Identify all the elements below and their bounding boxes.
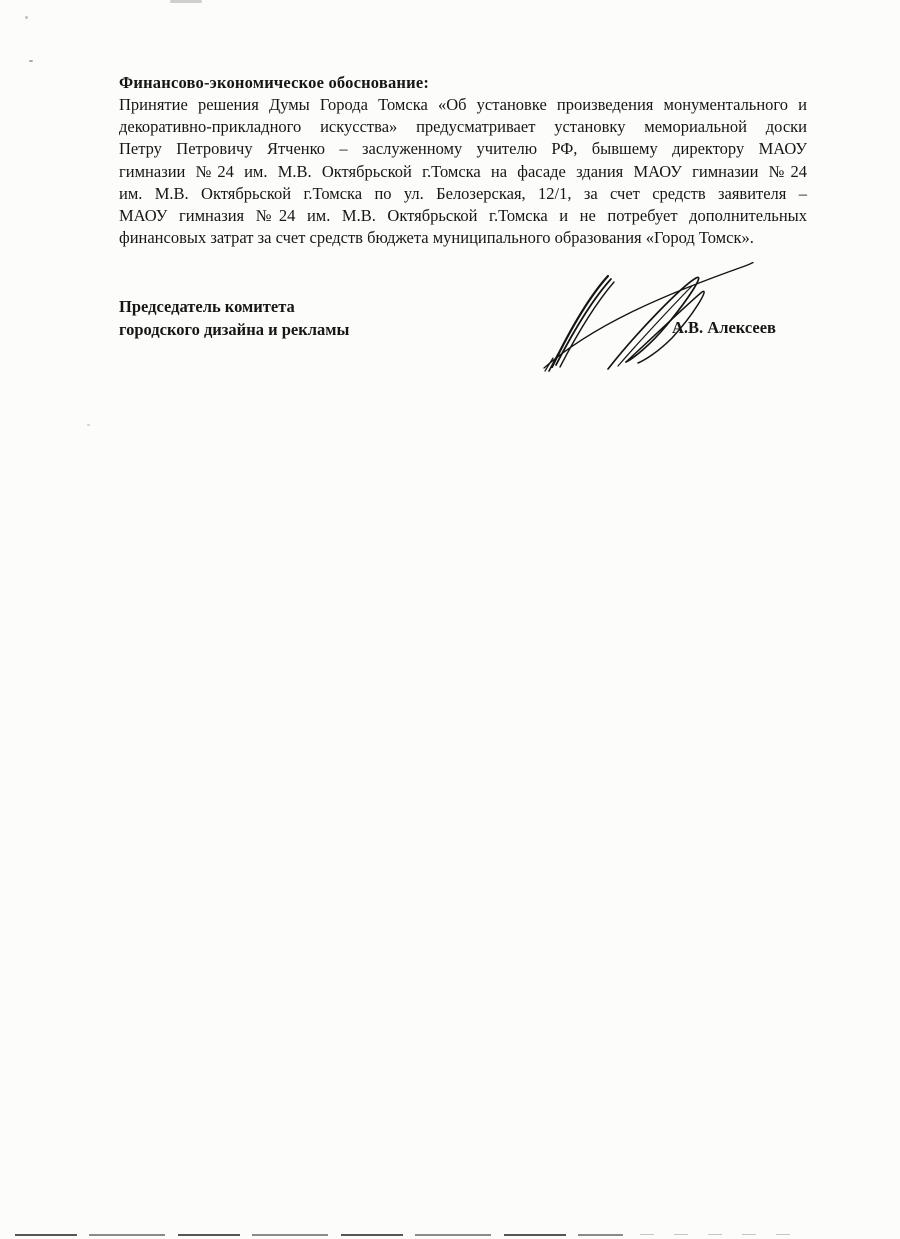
paragraph-line: Петру Петровичу Ятченко – заслуженному учителю РФ, бывшему директору МАОУ bbox=[119, 139, 807, 159]
paragraph-line: финансовых затрат за счет средств бюджета муниципального образования «Город Томск». bbox=[119, 228, 754, 248]
signer-name: А.В. Алексеев bbox=[672, 318, 776, 337]
paragraph-line: им. М.В. Октябрьской г.Томска по ул. Белозерская, 12/1, за счет средств заявителя – bbox=[119, 183, 807, 203]
handwritten-signature bbox=[542, 254, 757, 372]
paragraph-line: гимназии №24 им. М.В. Октябрьской г.Томска на фасаде здания МАОУ гимназии №24 bbox=[119, 161, 807, 181]
paragraph-line: Принятие решения Думы Города Томска «Об установке произведения монументального и bbox=[119, 95, 807, 114]
scan-speck bbox=[29, 60, 33, 62]
document-body bbox=[119, 72, 807, 249]
signoff-title-line1: Председатель комитета bbox=[119, 297, 295, 316]
signoff-title-line2: городского дизайна и рекламы bbox=[119, 320, 350, 339]
paragraph-line: МАОУ гимназия №24 им. М.В. Октябрьской г.Томска и не потребует дополнительных bbox=[119, 206, 807, 226]
signoff-title bbox=[119, 295, 349, 341]
scan-smudge bbox=[170, 0, 202, 3]
scan-artifact-line bbox=[640, 1234, 790, 1235]
justification-paragraph bbox=[119, 94, 807, 249]
document-heading: Финансово-экономическое обоснование: bbox=[119, 73, 430, 92]
paragraph-line: декоративно-прикладного искусства» предусматривает установку мемориальной доски bbox=[119, 117, 807, 137]
scan-speck bbox=[87, 424, 90, 426]
scan-artifact-line bbox=[15, 1234, 623, 1236]
scan-speck bbox=[25, 16, 28, 19]
